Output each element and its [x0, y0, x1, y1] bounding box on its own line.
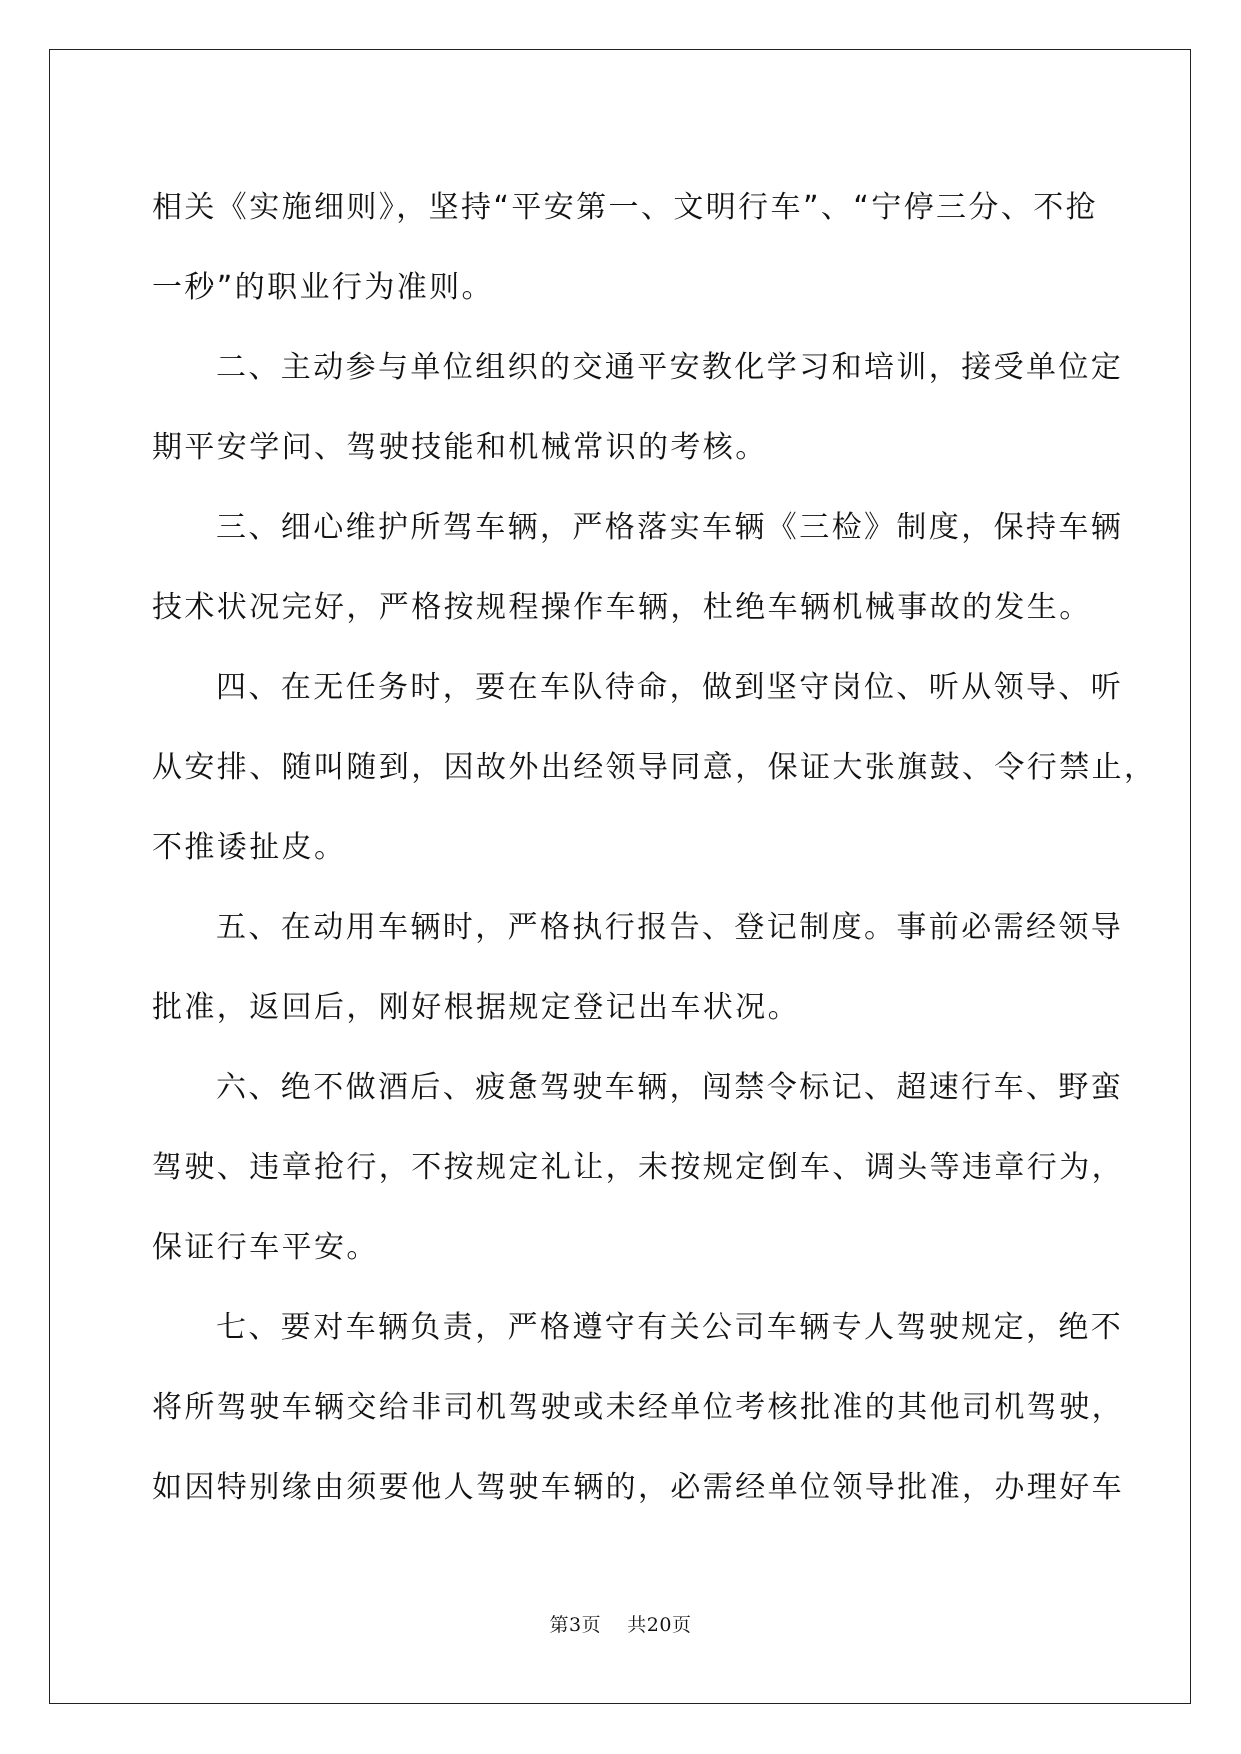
- text-line: 六、绝不做酒后、疲惫驾驶车辆，闯禁令标记、超速行车、野蛮: [216, 1070, 1124, 1105]
- text-line: 批准，返回后，刚好根据规定登记出车状况。: [152, 990, 800, 1025]
- text-line: 从安排、随叫随到，因故外出经领导同意，保证大张旗鼓、令行禁止，: [152, 750, 1157, 785]
- text-line: 不推诿扯皮。: [152, 830, 347, 865]
- text-line: 如因特别缘由须要他人驾驶车辆的，必需经单位领导批准，办理好车: [152, 1470, 1124, 1505]
- text-line: 技术状况完好，严格按规程操作车辆，杜绝车辆机械事故的发生。: [152, 590, 1092, 625]
- text-line: 四、在无任务时，要在车队待命，做到坚守岗位、听从领导、听: [216, 670, 1124, 705]
- text-line: 二、主动参与单位组织的交通平安教化学习和培训，接受单位定: [216, 350, 1124, 385]
- text-line: 将所驾驶车辆交给非司机驾驶或未经单位考核批准的其他司机驾驶，: [152, 1390, 1124, 1425]
- text-line: 相关《实施细则》，坚持“平安第一、文明行车”、“宁停三分、不抢: [152, 190, 1099, 225]
- text-line: 保证行车平安。: [152, 1230, 379, 1265]
- text-line: 三、细心维护所驾车辆，严格落实车辆《三检》制度，保持车辆: [216, 510, 1124, 545]
- text-line: 七、要对车辆负责，严格遵守有关公司车辆专人驾驶规定，绝不: [216, 1310, 1124, 1345]
- page-footer: [0, 1610, 1241, 1637]
- text-line: 驾驶、违章抢行，不按规定礼让，未按规定倒车、调头等违章行为，: [152, 1150, 1124, 1185]
- document-body: [152, 168, 1157, 1528]
- text-line: 期平安学问、驾驶技能和机械常识的考核。: [152, 430, 768, 465]
- page-number: 第3页: [549, 1614, 602, 1636]
- text-line: 一秒”的职业行为准则。: [152, 270, 494, 305]
- text-line: 五、在动用车辆时，严格执行报告、登记制度。事前必需经领导: [216, 910, 1124, 945]
- page-total: 共20页: [627, 1614, 692, 1636]
